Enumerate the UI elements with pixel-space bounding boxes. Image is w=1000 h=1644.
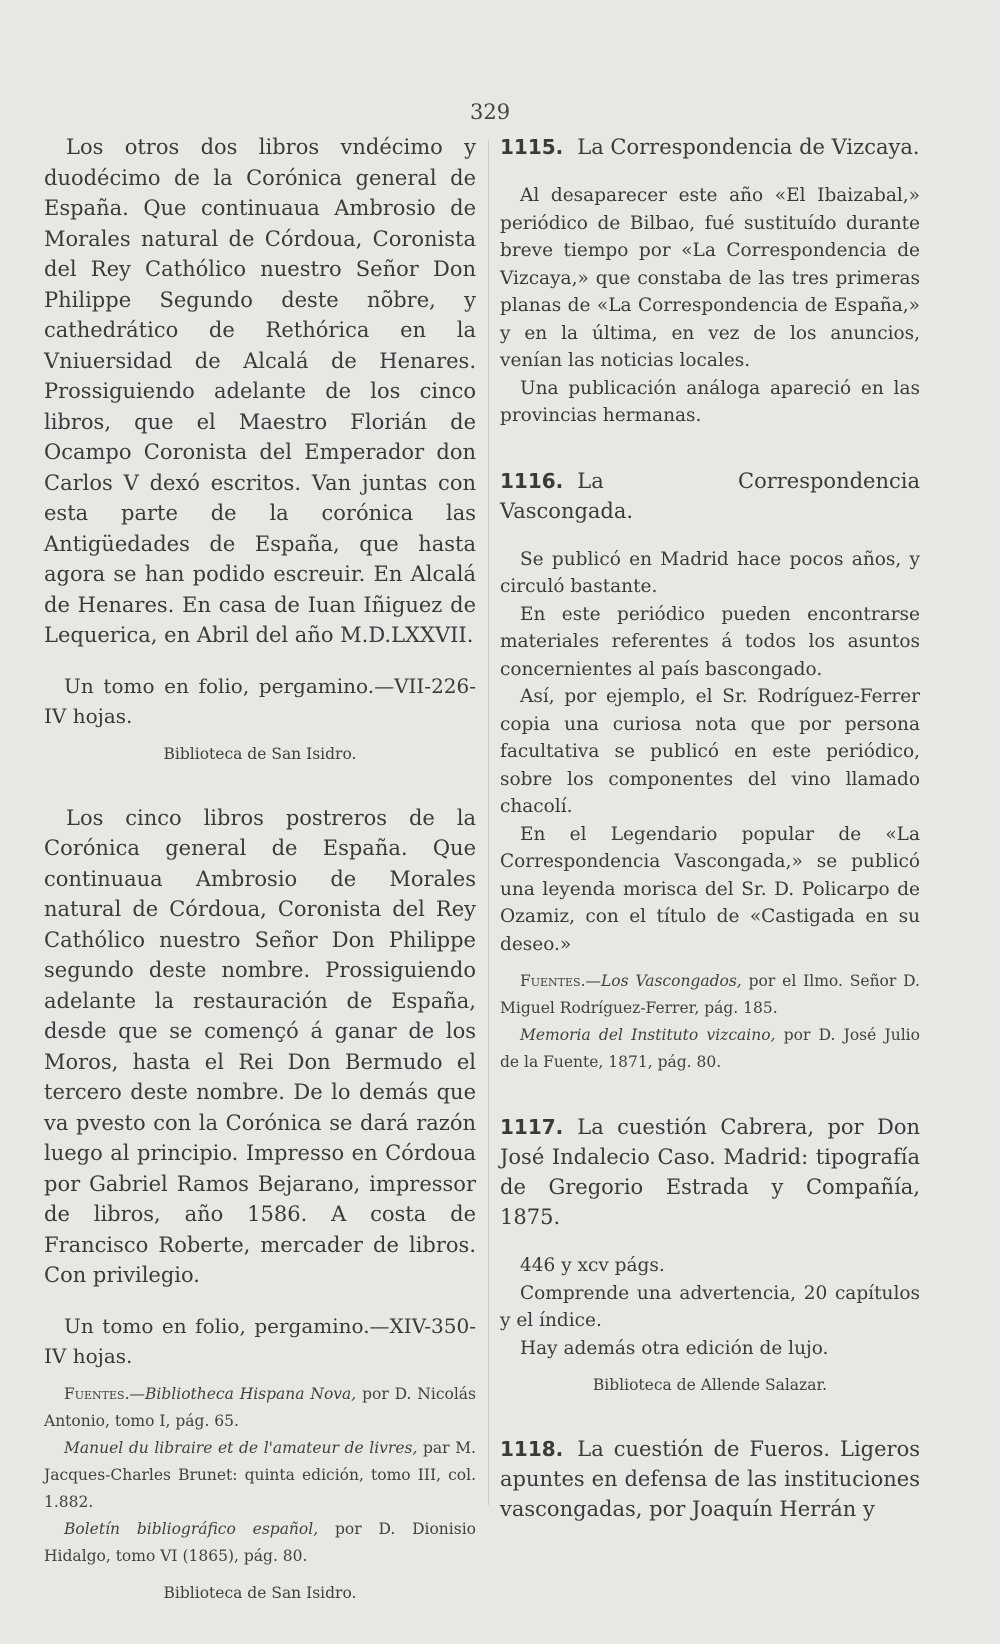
paragraph: En el Legendario popular de «La Correspondencia Vascongada,» se publicó una leyenda morisca del Sr. D. Policarpo de Ozamiz, con el título de «Castigada en su deseo.»: [500, 823, 920, 955]
entry-heading: [500, 1112, 920, 1232]
source-title: Bibliotheca Hispana Nova,: [145, 1384, 357, 1403]
source-title: Boletín bibliográfico español,: [64, 1519, 319, 1538]
entry-title: La Correspondencia Vascongada.: [500, 468, 920, 523]
source-note: Fuentes.—Bibliotheca Hispana Nova, por D. Nicolás Antonio, tomo I, pág. 65.: [44, 1384, 476, 1430]
source-detail: por D. José Julio de la Fuente, 1871, pág. 80.: [500, 1026, 920, 1071]
source-title: Los Vascongados,: [601, 972, 742, 990]
paragraph: En este periódico pueden encontrarse materiales referentes á todos los asuntos concernientes al país bascongado.: [500, 603, 920, 680]
paragraph: Se publicó en Madrid hace pocos años, y circuló bastante.: [500, 548, 920, 597]
entry-text: Los otros dos libros vndécimo y duodécimo de la Corónica general de España. Que continuaua Ambrosio de Morales natural de Córdoua, Coronista del Rey Cathólico nuestro Señor Don Philippe Segundo deste nõbre, y cathedrático de Rethórica en la Vniuersidad de Alcalá de Henares. Prossiguiendo adelante de los cinco libros, que el Maestro Florián de Ocampo Coronista del Emperador don Carlos V dexó escritos. Van juntas con esta parte de la corónica las Antigüedades de España, que hasta agora se han podido escreuir. En Alcalá de Henares. En casa de Iuan Iñiguez de Lequerica, en Abril del año M.D.LXXVII.: [44, 135, 476, 647]
source-note: [44, 1435, 476, 1516]
entry-heading: [500, 1434, 920, 1524]
entry-number: 1115.: [500, 135, 564, 159]
paragraph: Comprende una advertencia, 20 capítulos y el índice.: [500, 1282, 920, 1331]
source-detail: por el Ilmo. Señor D. Miguel Rodríguez-Ferrer, pág. 185.: [500, 972, 920, 1017]
entry-title: La Correspondencia de Vizcaya.: [577, 135, 920, 159]
paragraph: Al desaparecer este año «El Ibaizabal,» periódico de Bilbao, fué sustituído durante breve tiempo por «La Correspondencia de Vizcaya,» que constaba de las tres primeras planas de «La Correspondencia de España,» y en la última, en vez de los anuncios, venían las noticias locales.: [500, 185, 920, 371]
library-note: Biblioteca de San Isidro.: [163, 744, 357, 763]
source-detail: por D. Nicolás Antonio, tomo I, pág. 65.: [44, 1384, 476, 1430]
paragraph: Hay además otra edición de lujo.: [520, 1337, 829, 1359]
paragraph: Así, por ejemplo, el Sr. Rodríguez-Ferrer copia una curiosa nota que por persona facultativa se publicó en este periódico, sobre los componentes del vino llamado chacolí.: [500, 686, 920, 817]
paragraph: 446 y xcv págs.: [520, 1255, 665, 1276]
entry-text: Los cinco libros postreros de la Corónica general de España. Que continuaua Ambrosio de Morales natural de Córdoua, Coronista del Rey Cathólico nuestro Señor Don Philippe segundo deste nombre. Prossiguiendo adelante la restauración de España, desde que se començó á ganar de los Moros, hasta el Rei Don Bermudo el tercero deste nombre. De lo demás que va pvesto con la Corónica se dará razón luego al principio. Impresso en Córdoua por Gabriel Ramos Bejarano, impressor de libros, año 1586. A costa de Francisco Roberte, mercader de libros. Con privilegio.: [44, 805, 476, 1287]
entry-title: La cuestión Cabrera, por Don José Indalecio Caso. Madrid: tipografía de Gregorio Estrada y Compañía, 1875.: [500, 1115, 920, 1229]
entry-description: Un tomo en folio, pergamino.—XIV-350-IV hojas.: [44, 1313, 476, 1368]
entry-title: La cuestión de Fueros. Ligeros apuntes en defensa de las instituciones vascongadas, por Joaquín Herrán y: [500, 1437, 920, 1521]
entry-heading: [500, 132, 920, 162]
source-detail: por D. Dionisio Hidalgo, tomo VI (1865), pág. 80.: [44, 1519, 476, 1565]
page-number: 329: [470, 100, 511, 124]
column-divider: [488, 140, 489, 1505]
entry-description: Un tomo en folio, pergamino.—VII-226-IV hojas.: [44, 673, 476, 728]
source-detail: par M. Jacques-Charles Brunet: quinta edición, tomo III, col. 1.882.: [44, 1438, 476, 1511]
entry-number: 1116.: [500, 468, 564, 493]
entry-number: 1117.: [500, 1115, 564, 1139]
fuentes-label: Fuentes.: [520, 972, 586, 990]
source-title: Manuel du libraire et de l'amateur de livres,: [64, 1438, 418, 1457]
source-note: Fuentes.—Los Vascongados, por el Ilmo. Señor D. Miguel Rodríguez-Ferrer, pág. 185.: [500, 972, 920, 1017]
library-note: Biblioteca de San Isidro.: [163, 1583, 357, 1602]
source-note: [44, 1516, 476, 1570]
paragraph: Una publicación análoga apareció en las provincias hermanas.: [500, 377, 920, 426]
fuentes-label: Fuentes.: [64, 1384, 130, 1403]
entry-heading: [500, 466, 920, 526]
source-title: Memoria del Instituto vizcaino,: [520, 1026, 776, 1044]
library-note: Biblioteca de Allende Salazar.: [592, 1376, 828, 1394]
source-note: [500, 1022, 920, 1076]
left-column: [44, 132, 476, 1606]
entry-number: 1118.: [500, 1437, 564, 1461]
right-column: [500, 132, 920, 1524]
